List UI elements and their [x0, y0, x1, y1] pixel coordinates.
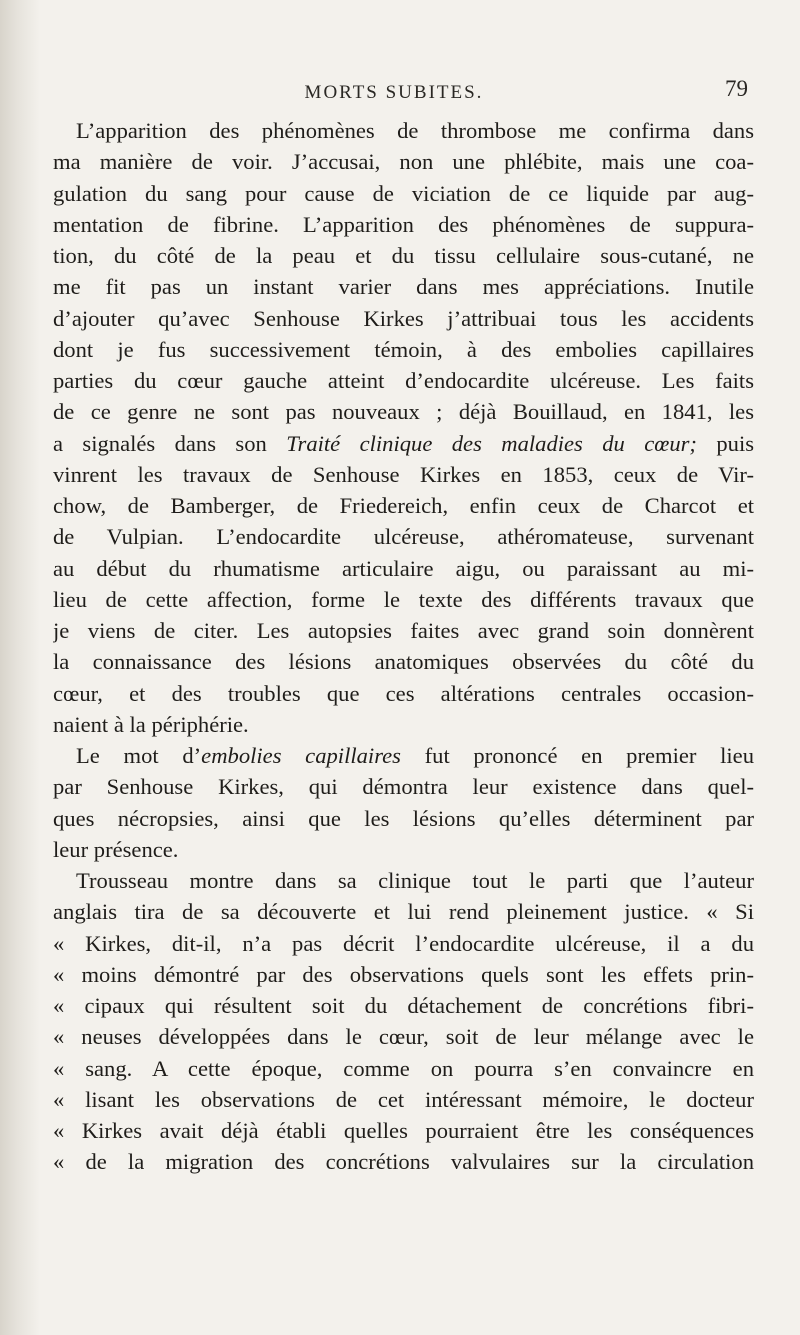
italic-title: Traité clinique des maladies du cœur;	[286, 430, 697, 456]
text-line	[53, 209, 754, 240]
text-segment: anglais tira de sa découverte et lui rend pleinement justice. « Si	[53, 899, 754, 925]
text-line	[53, 834, 754, 865]
text-segment: leur présence.	[53, 836, 179, 862]
page-number: 79	[725, 76, 748, 101]
text-line	[53, 1084, 754, 1115]
text-segment: d’ajouter qu’avec Senhouse Kirkes j’attribuai tous les accidents	[53, 305, 754, 331]
text-segment: fut prononcé en premier lieu	[400, 743, 754, 768]
body-text	[53, 115, 754, 1178]
text-segment: ma manière de voir. J’accusai, non une phlébite, mais une coa-	[53, 149, 754, 175]
text-segment: au début du rhumatisme articulaire aigu, ou paraissant au mi-	[53, 555, 754, 581]
text-segment: ques nécropsies, ainsi que les lésions qu’elles déterminent par	[53, 805, 754, 831]
text-line	[53, 771, 754, 802]
text-segment: cœur, et des troubles que ces altérations centrales occasion-	[53, 680, 754, 706]
text-segment: dont je fus successivement témoin, à des embolies capillaires	[53, 336, 754, 362]
text-segment: a signalés dans son	[53, 430, 287, 456]
text-line	[53, 271, 754, 302]
text-segment: « moins démontré par des observations quels sont les effets prin-	[53, 961, 754, 987]
text-line	[53, 865, 754, 896]
text-segment: Trousseau montre dans sa clinique tout le parti que l’auteur	[76, 868, 754, 893]
text-segment: gulation du sang pour cause de viciation de ce liquide par aug-	[53, 180, 754, 206]
text-line	[53, 803, 754, 834]
text-segment: chow, de Bamberger, de Friedereich, enfin ceux de Charcot et	[53, 493, 754, 518]
text-segment: « neuses développées dans le cœur, soit de leur mélange avec le	[53, 1024, 754, 1050]
text-line	[53, 1021, 754, 1052]
text-line	[53, 240, 754, 271]
text-segment: mentation de fibrine. L’apparition des phénomènes de suppura-	[53, 211, 754, 237]
text-line	[53, 490, 754, 521]
running-title: MORTS SUBITES.	[304, 82, 484, 103]
text-segment: de Vulpian. L’endocardite ulcéreuse, athéromateuse, survenant	[53, 524, 754, 550]
text-line	[53, 428, 754, 459]
italic-title: embolies capillaires	[201, 743, 401, 768]
text-line	[53, 959, 754, 990]
text-segment: lieu de cette affection, forme le texte des différents travaux que	[53, 586, 754, 612]
text-line	[53, 1115, 754, 1146]
text-line	[53, 365, 754, 396]
text-line	[53, 396, 754, 427]
text-line	[53, 615, 754, 646]
text-segment: me fit pas un instant varier dans mes appréciations. Inutile	[53, 274, 754, 300]
text-segment: tion, du côté de la peau et du tissu cellulaire sous-cutané, ne	[53, 243, 754, 268]
text-line	[53, 146, 754, 177]
text-segment: la connaissance des lésions anatomiques observées du côté du	[53, 649, 754, 675]
text-segment: par Senhouse Kirkes, qui démontra leur existence dans quel-	[53, 774, 754, 800]
text-line	[53, 334, 754, 365]
text-line	[53, 521, 754, 552]
text-segment: vinrent les travaux de Senhouse Kirkes en 1853, ceux de Vir-	[53, 461, 754, 487]
text-segment: je viens de citer. Les autopsies faites avec grand soin donnèrent	[53, 618, 754, 643]
text-segment: naient à la périphérie.	[53, 711, 249, 737]
text-line	[53, 990, 754, 1021]
text-line	[53, 1053, 754, 1084]
text-line	[53, 709, 754, 740]
text-segment: « Kirkes, dit-il, n’a pas décrit l’endocardite ulcéreuse, il a du	[53, 930, 754, 956]
text-segment: « lisant les observations de cet intéressant mémoire, le docteur	[53, 1086, 754, 1112]
text-segment: « Kirkes avait déjà établi quelles pourraient être les conséquences	[53, 1118, 754, 1143]
text-line	[53, 115, 754, 146]
text-line	[53, 896, 754, 927]
text-line	[53, 178, 754, 209]
text-segment: puis	[696, 430, 754, 456]
text-segment: de ce genre ne sont pas nouveaux ; déjà Bouillaud, en 1841, les	[53, 399, 754, 425]
text-line	[53, 678, 754, 709]
text-line	[53, 740, 754, 771]
text-segment: « cipaux qui résultent soit du détachement de concrétions fibri-	[53, 993, 754, 1018]
text-line	[53, 303, 754, 334]
text-line	[53, 459, 754, 490]
text-segment: Le mot d’	[76, 743, 202, 768]
text-line	[53, 646, 754, 677]
text-line	[53, 553, 754, 584]
text-line	[53, 1146, 754, 1177]
text-segment: L’apparition des phénomènes de thrombose me confirma dans	[76, 118, 754, 143]
text-line	[53, 928, 754, 959]
text-segment: « sang. A cette époque, comme on pourra s’en convaincre en	[53, 1055, 754, 1081]
text-segment: « de la migration des concrétions valvulaires sur la circulation	[53, 1149, 754, 1175]
text-line	[53, 584, 754, 615]
text-segment: parties du cœur gauche atteint d’endocardite ulcéreuse. Les faits	[53, 368, 754, 393]
running-head	[40, 76, 748, 112]
